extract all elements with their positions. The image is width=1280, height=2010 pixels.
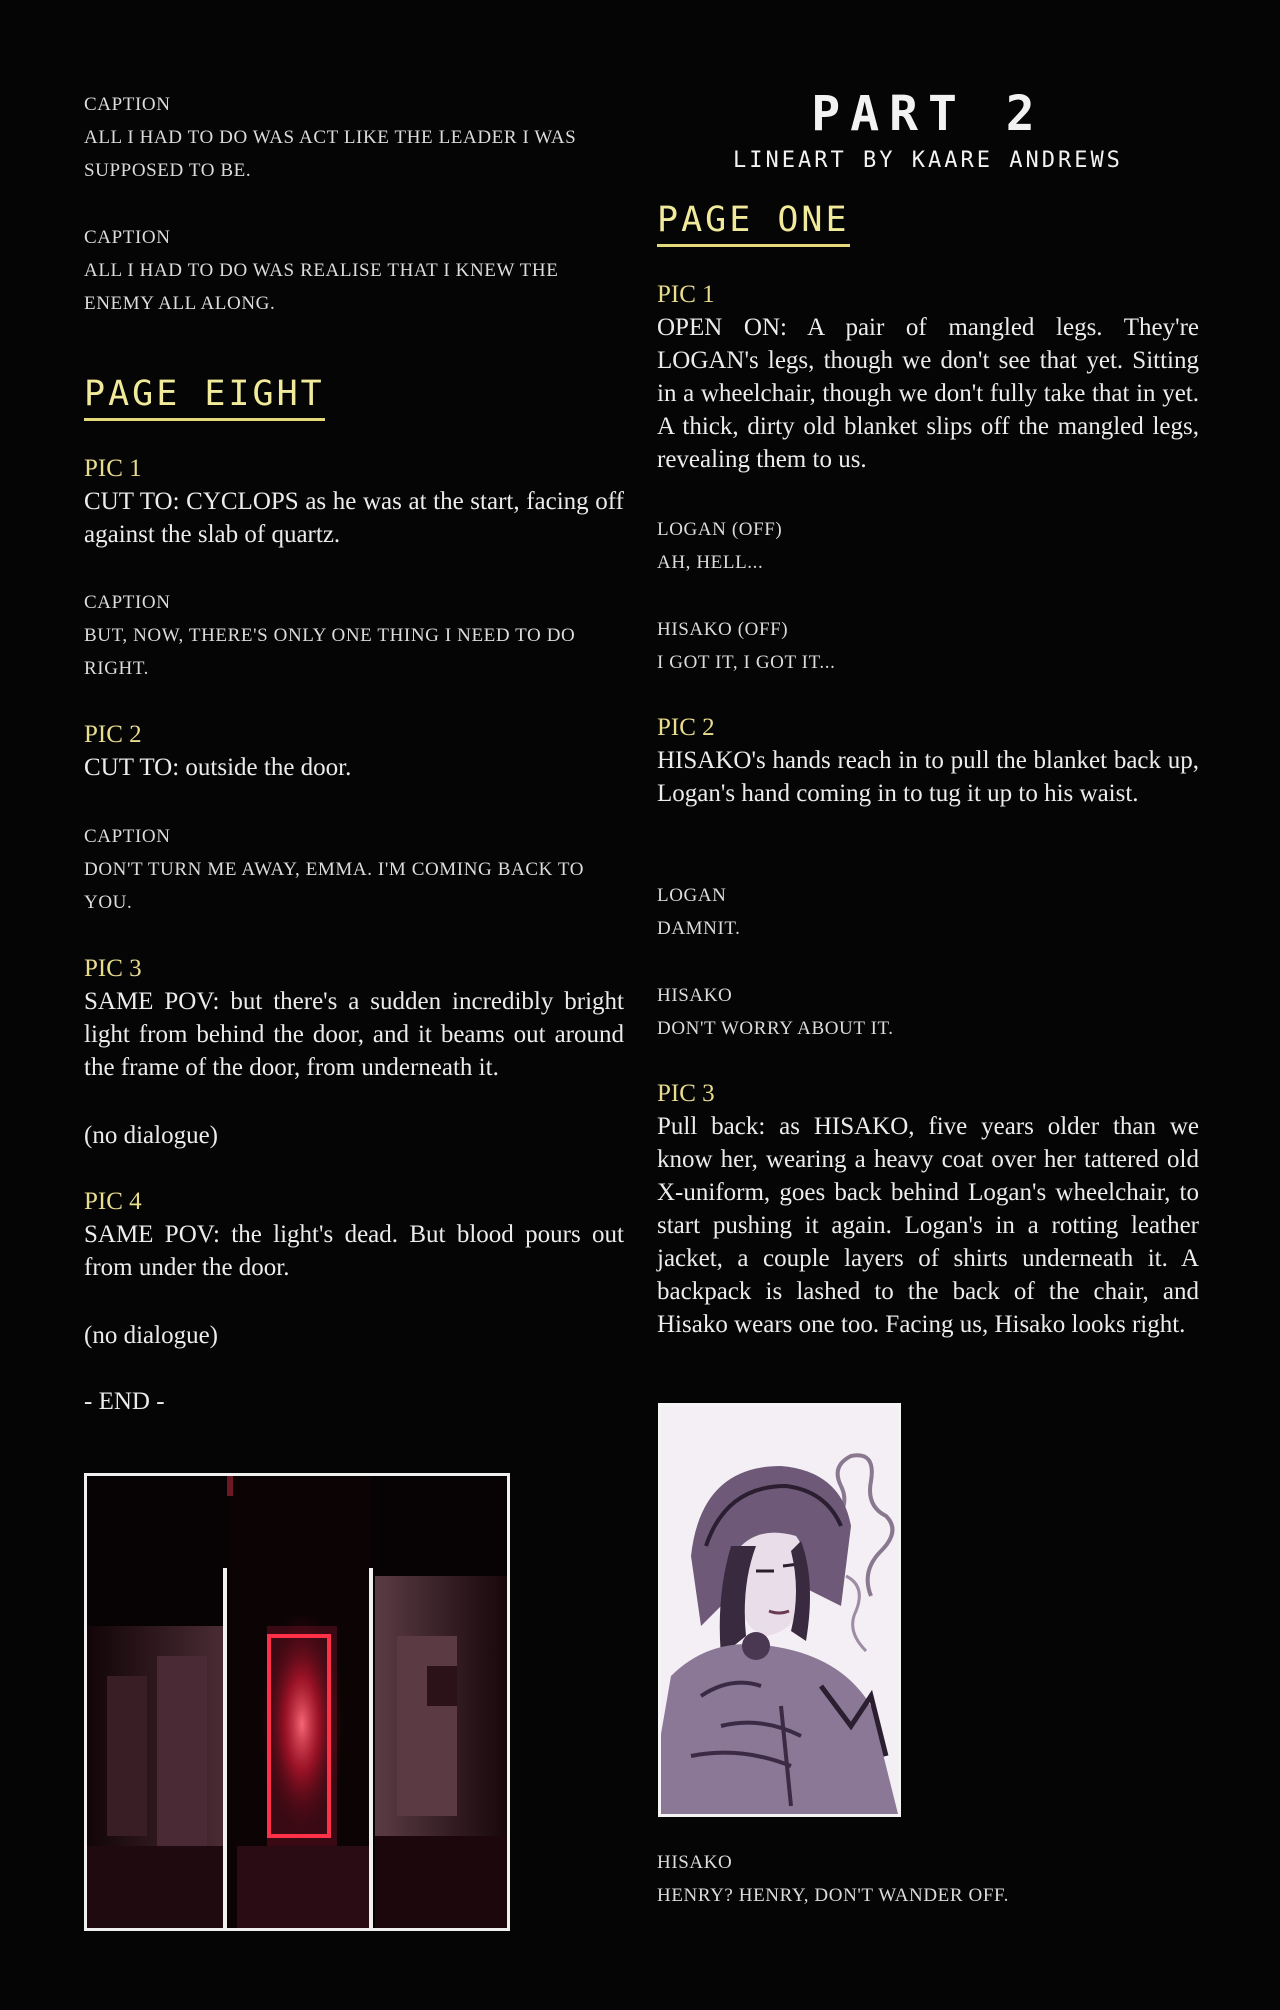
pic-label: PIC 3 bbox=[84, 955, 142, 982]
panel-divider bbox=[223, 1568, 227, 1928]
pic4-block bbox=[84, 1185, 624, 1284]
pic-description: SAME POV: but there's a sudden incredibly bright light from behind the door, and it beams out around the frame of the door, from underneath it. bbox=[84, 988, 624, 1081]
pic-label: PIC 1 bbox=[657, 281, 715, 308]
pic4-note: (no dialogue) bbox=[84, 1322, 218, 1349]
dialogue-line: AH, HELL... bbox=[657, 552, 764, 573]
caption-speaker: CAPTION bbox=[84, 227, 171, 248]
pic1-block bbox=[84, 452, 624, 551]
pic-description: CUT TO: outside the door. bbox=[84, 754, 352, 781]
page-eight-heading: PAGE EIGHT bbox=[84, 374, 325, 421]
pic-label: PIC 2 bbox=[657, 714, 715, 741]
caption-speaker: CAPTION bbox=[84, 94, 171, 115]
caption-speaker: CAPTION bbox=[84, 592, 171, 613]
dialogue-speaker: LOGAN bbox=[657, 885, 727, 906]
r-pic3-block bbox=[657, 1077, 1199, 1341]
pic1-caption bbox=[84, 586, 624, 685]
end-marker: - END - bbox=[84, 1388, 165, 1415]
pic3-note: (no dialogue) bbox=[84, 1122, 218, 1149]
pic-label: PIC 1 bbox=[84, 455, 142, 482]
pic-description: Pull back: as HISAKO, five years older than we know her, wearing a heavy coat over her tattered old X-uniform, goes back behind Logan's wheelchair, to start pushing it again. Logan's in a rotting leather jacket, a couple layers of shirts underneath it. A backpack is lashed to the back of the chair, and Hisako wears one too. Facing us, Hisako looks right. bbox=[657, 1113, 1199, 1338]
comic-panel-hisako bbox=[658, 1403, 901, 1817]
caption-line: ALL I HAD TO DO WAS ACT LIKE THE LEADER I WAS SUPPOSED TO BE. bbox=[84, 127, 577, 181]
dialogue-speaker: HISAKO bbox=[657, 1852, 733, 1873]
panel-divider bbox=[369, 1568, 373, 1928]
pic-label: PIC 3 bbox=[657, 1080, 715, 1107]
caption-line: ALL I HAD TO DO WAS REALISE THAT I KNEW THE ENEMY ALL ALONG. bbox=[84, 260, 559, 314]
part-subtitle: LINEART BY KAARE ANDREWS bbox=[733, 148, 1123, 173]
page-one-heading-wrap bbox=[657, 200, 1199, 247]
pic-description: SAME POV: the light's dead. But blood pours out from under the door. bbox=[84, 1221, 624, 1281]
r-pic2-dialogue-2 bbox=[657, 979, 1199, 1045]
caption-speaker: CAPTION bbox=[84, 826, 171, 847]
r-pic1-dialogue-2 bbox=[657, 613, 1199, 679]
comic-panel-door bbox=[84, 1473, 510, 1931]
r-pic1-block bbox=[657, 278, 1199, 476]
pic-label: PIC 4 bbox=[84, 1188, 142, 1215]
pic-label: PIC 2 bbox=[84, 721, 142, 748]
caption-line: BUT, NOW, THERE'S ONLY ONE THING I NEED TO DO RIGHT. bbox=[84, 625, 576, 679]
dialogue-speaker: HISAKO (OFF) bbox=[657, 619, 789, 640]
caption-block-2 bbox=[84, 221, 624, 320]
pic2-caption bbox=[84, 820, 624, 919]
dialogue-line: HENRY? HENRY, DON'T WANDER OFF. bbox=[657, 1885, 1009, 1906]
page-one-heading: PAGE ONE bbox=[657, 200, 850, 247]
r-pic2-block bbox=[657, 711, 1199, 810]
door-scene-illustration bbox=[87, 1476, 507, 1928]
r-pic1-dialogue-1 bbox=[657, 513, 1199, 579]
caption-line: DON'T TURN ME AWAY, EMMA. I'M COMING BACK TO YOU. bbox=[84, 859, 585, 913]
part-title: PART 2 bbox=[811, 86, 1045, 142]
r-pic3-dialogue-1 bbox=[657, 1846, 1199, 1912]
caption-block-1 bbox=[84, 88, 624, 187]
r-pic2-dialogue-1 bbox=[657, 879, 1199, 945]
dialogue-line: DAMNIT. bbox=[657, 918, 741, 939]
dialogue-speaker: LOGAN (OFF) bbox=[657, 519, 783, 540]
dialogue-line: I GOT IT, I GOT IT... bbox=[657, 652, 836, 673]
pic-description: CUT TO: CYCLOPS as he was at the start, facing off against the slab of quartz. bbox=[84, 488, 624, 548]
dialogue-line: DON'T WORRY ABOUT IT. bbox=[657, 1018, 894, 1039]
pic3-block bbox=[84, 952, 624, 1084]
pic-description: OPEN ON: A pair of mangled legs. They're LOGAN's legs, though we don't see that yet. Sitting in a wheelchair, though we don't fully take that in yet. A thick, dirty old blanket slips off the mangled legs, revealing them to us. bbox=[657, 314, 1199, 473]
pic-description: HISAKO's hands reach in to pull the blanket back up, Logan's hand coming in to tug it up to his waist. bbox=[657, 747, 1199, 807]
page-eight-heading-wrap bbox=[84, 374, 624, 421]
hisako-lineart-illustration bbox=[661, 1406, 898, 1814]
dialogue-speaker: HISAKO bbox=[657, 985, 733, 1006]
pic2-block bbox=[84, 718, 624, 784]
